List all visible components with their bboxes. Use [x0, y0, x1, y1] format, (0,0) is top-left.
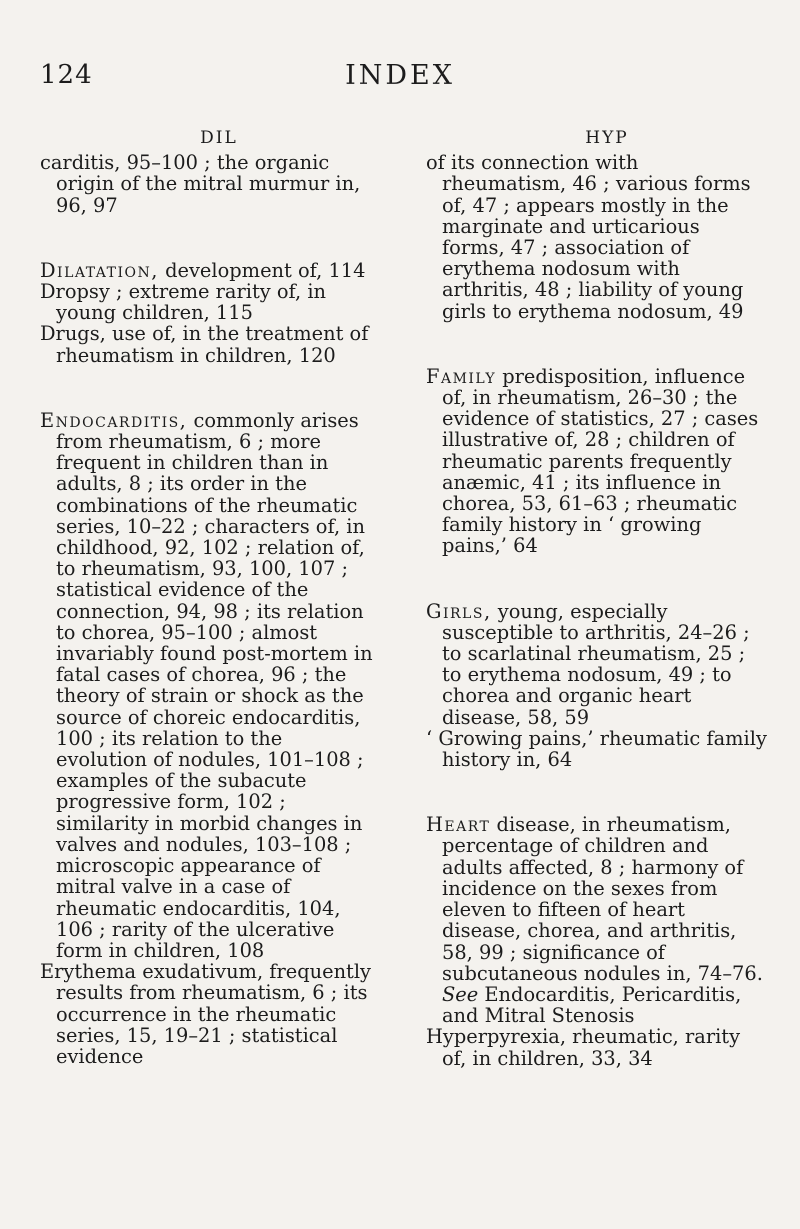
index-entry — [426, 814, 768, 1026]
guide-word-right: HYP — [585, 128, 629, 148]
page-number: 124 — [40, 60, 93, 90]
entry-text: young, especially susceptible to arthritis, 24–26 ; to scarlatinal rheumatism, 25 ; to erythema nodosum, 49 ; to chorea and organic heart disease, 58, 59 — [442, 599, 750, 729]
index-entry — [40, 260, 378, 281]
right-column — [426, 128, 768, 1069]
left-column — [40, 128, 378, 1067]
index-entry — [40, 281, 378, 323]
entry-headword: Dilatation, — [40, 258, 159, 282]
entry-headword: Heart — [426, 813, 491, 837]
entry-text: Drugs, use of, in the treatment of rheumatism in children, 120 — [40, 322, 369, 367]
page-title: INDEX — [345, 60, 455, 91]
index-entry — [40, 323, 378, 365]
index-entry — [426, 601, 768, 728]
entry-text: Dropsy ; extreme rarity of, in young children, 115 — [40, 280, 327, 325]
index-entry — [426, 366, 768, 557]
index-entry — [426, 728, 768, 770]
index-entry — [426, 152, 768, 322]
index-entry — [40, 410, 378, 961]
entry-headword: Endocarditis, — [40, 408, 188, 432]
entry-text: ‘ Growing pains,’ rheumatic family history in, 64 — [426, 726, 767, 772]
index-entry — [426, 1026, 768, 1068]
see-reference: See — [442, 982, 479, 1006]
entry-text: predisposition, influence of, in rheumatism, 26–30 ; the evidence of statistics, 27 ; cases illustrative of, 28 ; children of rheumatic parents frequently anæmic, 41 ; its influence in chorea, 53, 61–63 ; rheumatic family history in ‘ growing pains,’ 64 — [442, 364, 759, 558]
guide-word-left: DIL — [200, 128, 238, 148]
entry-headword: Family — [426, 364, 497, 388]
entry-text: carditis, 95–100 ; the organic origin of the mitral murmur in, 96, 97 — [40, 151, 361, 217]
entry-headword: Girls, — [426, 599, 492, 623]
entry-text: disease, in rheumatism, percentage of children and adults affected, 8 ; harmony of incidence on the sexes from eleven to fifteen of heart disease, chorea, and arthritis, 58, 99 ; significance of subcutaneous nodules in, 74–76. — [442, 813, 763, 985]
entry-text: commonly arises from rheumatism, 6 ; more frequent in children than in adults, 8 ; its order in the combinations of the rheumatic series, 10–22 ; characters of, in childhood, 92, 102 ; relation of, to rheumatism, 93, 100, 107 ; statistical evidence of the connection, 94, 98 ; its relation to chorea, 95–100 ; almost invariably found post-mortem in fatal cases of chorea, 96 ; the theory of strain or shock as the source of choreic endocarditis, 100 ; its relation to the evolution of nodules, 101–108 ; examples of the subacute progressive form, 102 ; similarity in morbid changes in valves and nodules, 103–108 ; microscopic appearance of mitral valve in a case of rheumatic endocarditis, 104, 106 ; rarity of the ulcerative form in children, 108 — [56, 408, 373, 962]
index-entry — [40, 152, 378, 216]
page-header — [40, 60, 760, 100]
index-entry — [40, 961, 378, 1067]
entry-text: of its connection with rheumatism, 46 ; various forms of, 47 ; appears mostly in the marginate and urticarious forms, 47 ; association of erythema nodosum with arthritis, 48 ; liability of young girls to erythema nodosum, 49 — [426, 151, 751, 323]
entry-text: development of, 114 — [158, 258, 366, 282]
see-reference-text: Endocarditis, Pericarditis, and Mitral Stenosis — [442, 982, 742, 1028]
entry-text: Erythema exudativum, frequently results from rheumatism, 6 ; its occurrence in the rheumatic series, 15, 19–21 ; statistical evidence — [40, 960, 372, 1068]
entry-text: Hyperpyrexia, rheumatic, rarity of, in children, 33, 34 — [426, 1025, 741, 1070]
